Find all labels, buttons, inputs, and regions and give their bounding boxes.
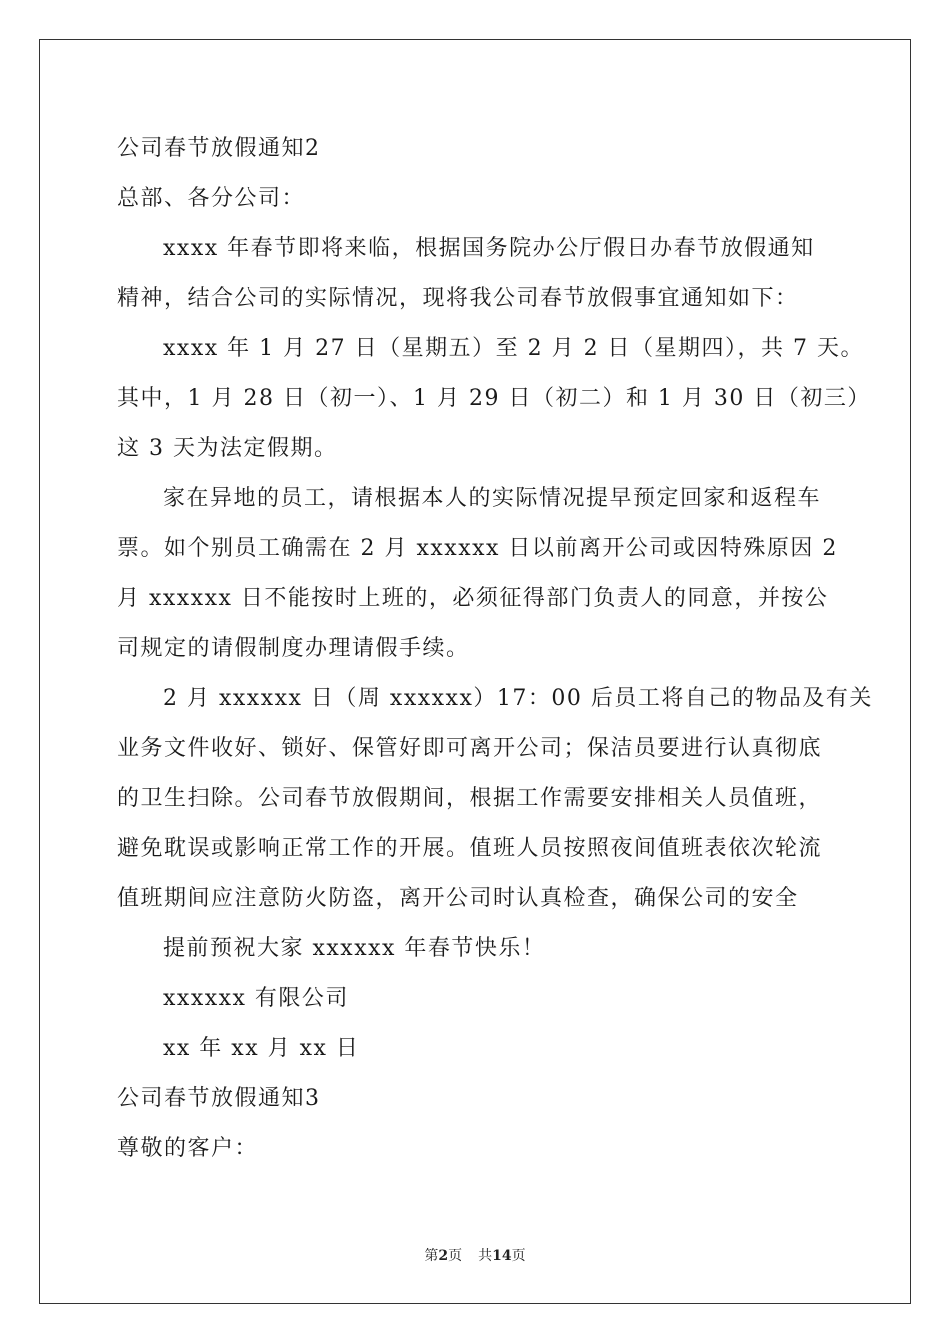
section-title: 公司春节放假通知3: [117, 1086, 321, 1111]
total-prefix: 共: [478, 1248, 493, 1264]
paragraph-line: 2 月 xxxxxx 日（周 xxxxxx）17：00 后员工将自己的物品及有关: [163, 686, 873, 711]
paragraph-line: 值班期间应注意防火防盗，离开公司时认真检查，确保公司的安全: [117, 886, 799, 911]
salutation: 尊敬的客户：: [117, 1136, 259, 1161]
paragraph-line: 这 3 天为法定假期。: [117, 436, 338, 461]
paragraph-line: 避免耽误或影响正常工作的开展。值班人员按照夜间值班表依次轮流: [117, 836, 823, 861]
paragraph-line: 司规定的请假制度办理请假手续。: [117, 636, 470, 661]
signature-date: xx 年 xx 月 xx 日: [163, 1036, 360, 1061]
page-number: 2: [438, 1248, 449, 1264]
paragraph-line: 月 xxxxxx 日不能按时上班的，必须征得部门负责人的同意，并按公: [117, 586, 829, 611]
page-footer: [0, 1247, 950, 1265]
section-title: 公司春节放假通知2: [117, 136, 321, 161]
paragraph-line: 的卫生扫除。公司春节放假期间，根据工作需要安排相关人员值班，: [117, 786, 823, 811]
total-suffix: 页: [511, 1248, 526, 1264]
paragraph-line: xxxx 年 1 月 27 日（星期五）至 2 月 2 日（星期四），共 7 天。: [163, 336, 865, 361]
paragraph-line: 家在异地的员工，请根据本人的实际情况提早预定回家和返程车: [163, 486, 822, 511]
paragraph-line: xxxx 年春节即将来临，根据国务院办公厅假日办春节放假通知: [163, 236, 815, 261]
paragraph-line: 精神，结合公司的实际情况，现将我公司春节放假事宜通知如下：: [117, 286, 799, 311]
total-pages: 14: [492, 1248, 512, 1264]
page-suffix: 页: [448, 1248, 463, 1264]
signature-company: xxxxxx 有限公司: [163, 986, 349, 1011]
page-border: [39, 39, 911, 1304]
paragraph-line: 票。如个别员工确需在 2 月 xxxxxx 日以前离开公司或因特殊原因 2: [117, 536, 838, 561]
paragraph-line: 其中，1 月 28 日（初一）、1 月 29 日（初二）和 1 月 30 日（初三）: [117, 386, 871, 411]
salutation: 总部、各分公司：: [117, 186, 306, 211]
paragraph-line: 业务文件收好、锁好、保管好即可离开公司；保洁员要进行认真彻底: [117, 736, 823, 761]
page-prefix: 第: [424, 1248, 439, 1264]
closing-greeting: 提前预祝大家 xxxxxx 年春节快乐！: [163, 936, 546, 961]
